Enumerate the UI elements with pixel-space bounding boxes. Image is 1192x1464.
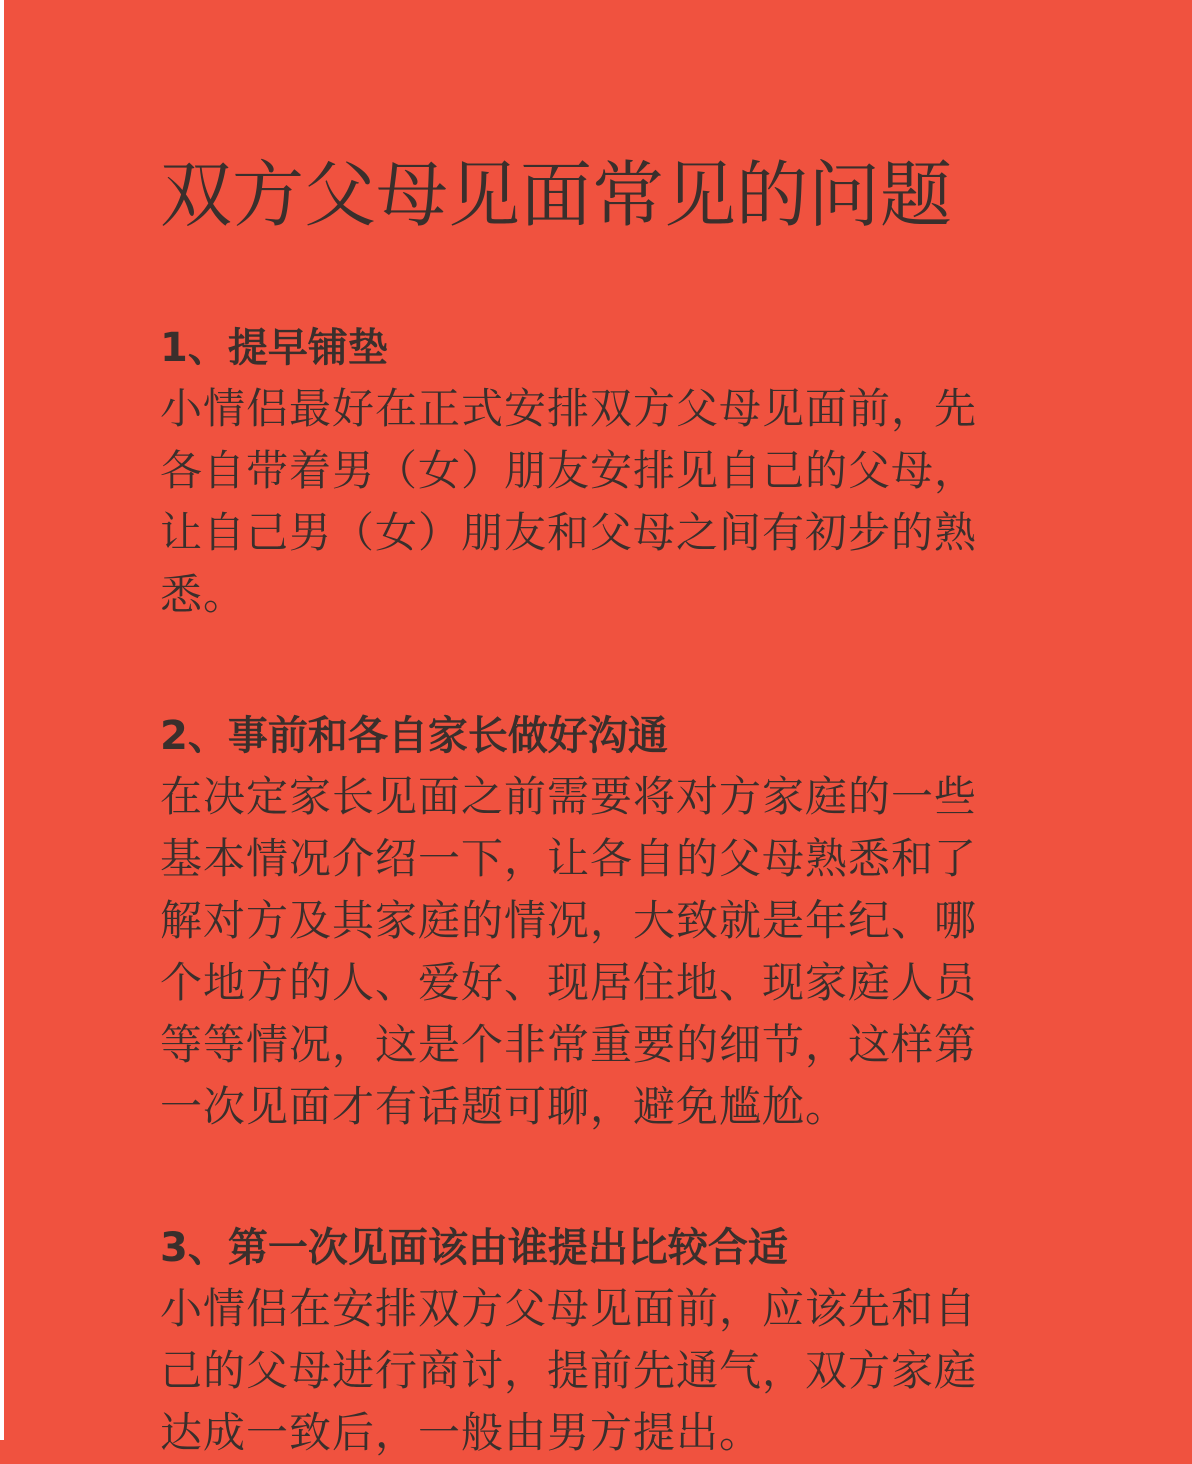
body-line: 个地方的人、爱好、现居住地、现家庭人员: [160, 958, 978, 1007]
section-2: [160, 706, 1040, 1138]
body-line: 小情侣在安排双方父母见面前，应该先和自: [160, 1284, 978, 1333]
body-line: 悉。: [160, 570, 247, 619]
section-body: [160, 1278, 1040, 1464]
body-line: 让自己男（女）朋友和父母之间有初步的熟: [160, 508, 978, 557]
body-line: 基本情况介绍一下，让各自的父母熟悉和了: [160, 834, 978, 883]
section-heading: 3、第一次见面该由谁提出比较合适: [160, 1225, 788, 1271]
body-line: 小情侣最好在正式安排双方父母见面前，先: [160, 384, 978, 433]
section-body: [160, 766, 1040, 1138]
body-line: 己的父母进行商讨，提前先通气，双方家庭: [160, 1346, 978, 1395]
section-heading: 2、事前和各自家长做好沟通: [160, 713, 668, 759]
page-edge: [0, 0, 4, 1440]
page-title: 双方父母见面常见的问题: [160, 153, 953, 237]
article: [160, 150, 1040, 1464]
section-1: [160, 318, 1040, 626]
body-line: 一次见面才有话题可聊，避免尴尬。: [160, 1082, 849, 1131]
body-line: 达成一致后，一般由男方提出。: [160, 1408, 763, 1457]
section-3: [160, 1218, 1040, 1464]
body-line: 各自带着男（女）朋友安排见自己的父母，: [160, 446, 978, 495]
section-heading: 1、提早铺垫: [160, 325, 388, 371]
section-body: [160, 378, 1040, 626]
body-line: 在决定家长见面之前需要将对方家庭的一些: [160, 772, 978, 821]
body-line: 解对方及其家庭的情况，大致就是年纪、哪: [160, 896, 978, 945]
body-line: 等等情况，这是个非常重要的细节，这样第: [160, 1020, 978, 1069]
